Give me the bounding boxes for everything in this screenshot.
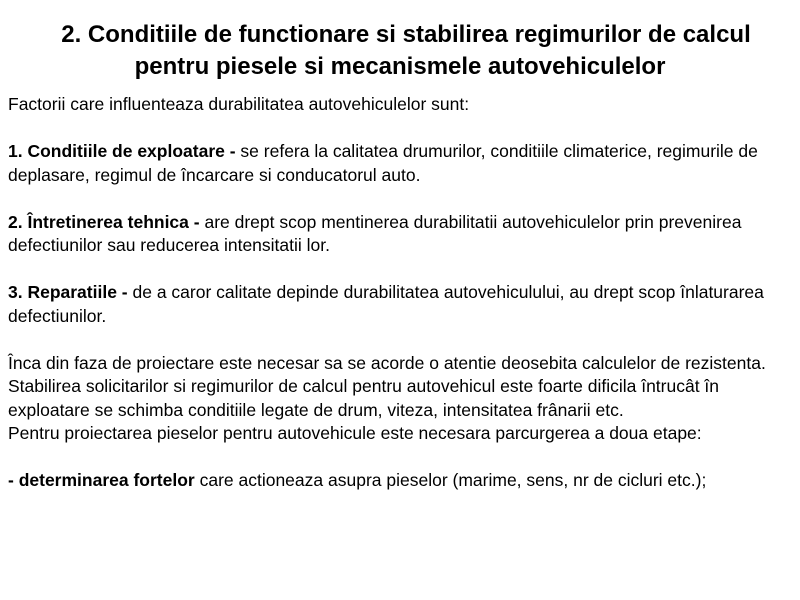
stage-heading: - determinarea fortelor xyxy=(8,470,195,490)
stage-forces xyxy=(8,469,794,493)
factor-heading: 1. Conditiile de exploatare - xyxy=(8,141,236,161)
factor-heading: 2. Întretinerea tehnica - xyxy=(8,211,200,232)
slide-body xyxy=(8,93,794,493)
intro-text: Factorii care influenteaza durabilitatea autovehiculelor sunt: xyxy=(8,94,470,114)
slide-title xyxy=(0,19,800,83)
spacer xyxy=(8,328,794,352)
spacer xyxy=(8,117,794,141)
spacer xyxy=(8,258,794,282)
factor-text: are drept scop mentinerea durabilitatii autovehiculelor prin prevenirea defectiunilor sau reducerea intensitatii lor. xyxy=(8,211,742,255)
factor-repairs xyxy=(8,281,794,328)
factor-heading: 3. Reparatiile - xyxy=(8,282,128,302)
title-line-1: 2. Conditiile de functionare si stabilirea regimurilor de calcul xyxy=(61,21,751,48)
design-paragraph: Înca din faza de proiectare este necesar sa se acorde o atentie deosebita calculelor de rezistenta. Stabilirea solicitarilor si regimurilor de calcul pentru autovehicul este foarte dificila întrucât în exploatare se schimba conditiile legate de drum, viteza, intensitatea frânarii etc. xyxy=(8,352,766,420)
spacer xyxy=(8,446,794,470)
stage-text: care actioneaza asupra pieselor (marime, sens, nr de cicluri etc.); xyxy=(194,470,707,490)
spacer xyxy=(8,187,794,211)
factor-maintenance xyxy=(8,211,794,258)
stages-paragraph: Pentru proiectarea pieselor pentru autovehicule este necesara parcurgerea a doua etape: xyxy=(8,423,702,443)
factor-text: se refera la calitatea drumurilor, conditiile climaterice, regimurile de deplasare, regimul de încarcare si conducatorul auto. xyxy=(8,141,758,185)
factor-text: de a caror calitate depinde durabilitatea autovehiculului, au drept scop înlaturarea defectiunilor. xyxy=(8,282,764,326)
title-line-2: pentru piesele si mecanismele autovehiculelor xyxy=(134,53,666,80)
factor-exploitation xyxy=(8,140,794,187)
